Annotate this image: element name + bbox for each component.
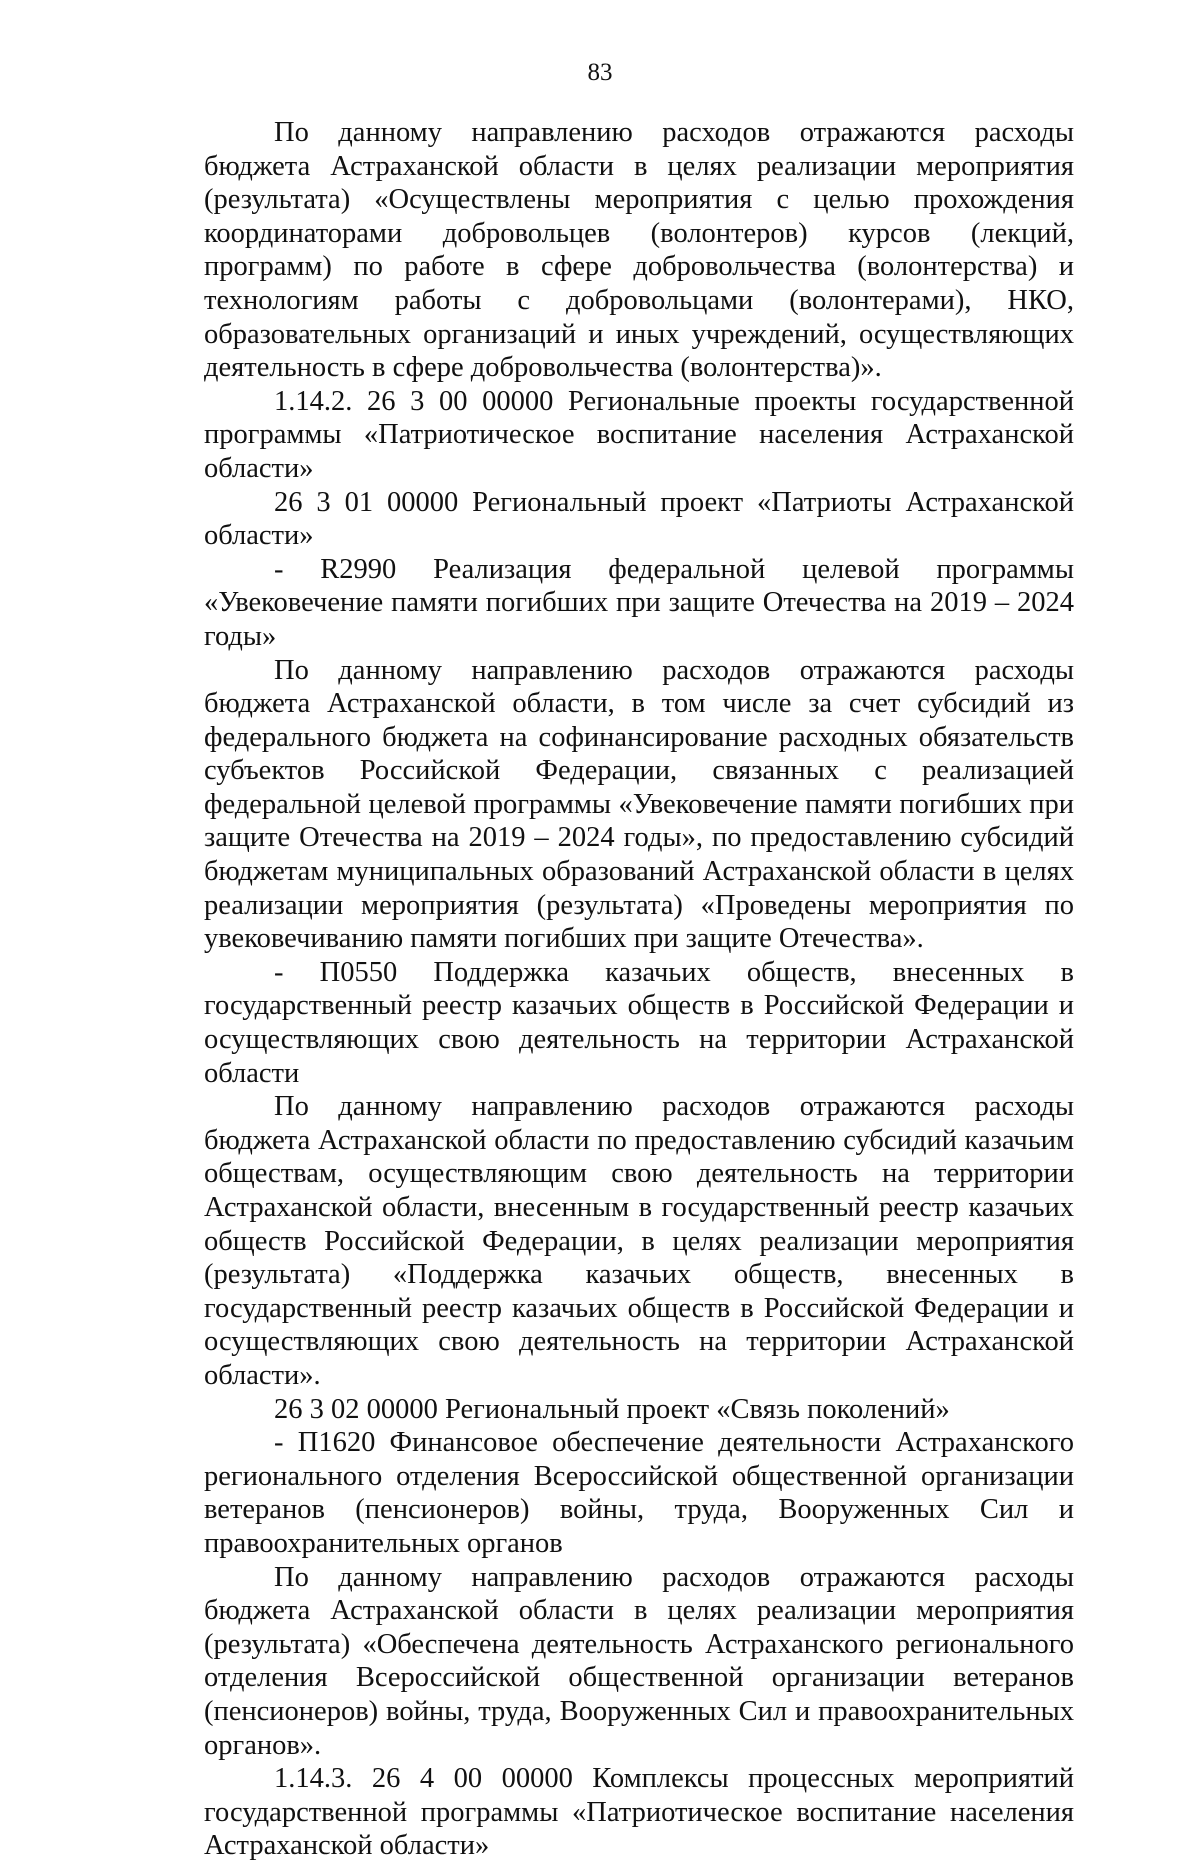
- page-number: 83: [587, 59, 613, 86]
- expense-item: - П0550 Поддержка казачьих обществ, внесенных в государственный реестр казачьих обществ в Российской Федерации и осуществляющих свою деятельность на территории Астраханской области: [204, 956, 1074, 1089]
- section-heading: 1.14.3. 26 4 00 00000 Комплексы процессных мероприятий государственной программы «Патриотическое воспитание населения Астраханской области»: [204, 1763, 1074, 1862]
- paragraph: По данному направлению расходов отражаются расходы бюджета Астраханской области, в том числе за счет субсидий из федерального бюджета на софинансирование расходных обязательств субъектов Российской Федерации, связанных с реализацией федеральной целевой программы «Увековечение памяти погибших при защите Отечества на 2019 – 2024 годы», по предоставлению субсидий бюджетам муниципальных образований Астраханской области в целях реализации мероприятия (результата) «Проведены мероприятия по увековечиванию памяти погибших при защите Отечества».: [204, 654, 1074, 955]
- expense-item: - П1620 Финансовое обеспечение деятельности Астраханского регионального отделения Всероссийской общественной организации ветеранов (пенсионеров) войны, труда, Вооруженных Сил и правоохранительных органов: [204, 1427, 1074, 1559]
- paragraph: По данному направлению расходов отражаются расходы бюджета Астраханской области в целях реализации мероприятия (результата) «Осуществлены мероприятия с целью прохождения координаторами добровольцев (волонтеров) курсов (лекций, программ) по работе в сфере добровольчества (волонтерства) и технологиям работы с добровольцами (волонтерами), НКО, образовательных организаций и иных учреждений, осуществляющих деятельность в сфере добровольчества (волонтерства)».: [204, 117, 1074, 384]
- project-heading: 26 3 01 00000 Региональный проект «Патриоты Астраханской области»: [204, 486, 1074, 552]
- section-heading: 1.14.2. 26 3 00 00000 Региональные проекты государственной программы «Патриотическое воспитание населения Астраханской области»: [204, 385, 1074, 484]
- paragraph: По данному направлению расходов отражаются расходы бюджета Астраханской области по предоставлению субсидий казачьим обществам, осуществляющим свою деятельность на территории Астраханской области, внесенным в государственный реестр казачьих обществ Российской Федерации, в целях реализации мероприятия (результата) «Поддержка казачьих обществ, внесенных в государственный реестр казачьих обществ в Российской Федерации и осуществляющих свою деятельность на территории Астраханской области».: [204, 1091, 1074, 1391]
- expense-item: - R2990 Реализация федеральной целевой программы «Увековечение памяти погибших при защите Отечества на 2019 – 2024 годы»: [204, 553, 1074, 652]
- project-heading: 26 3 02 00000 Региональный проект «Связь поколений»: [274, 1393, 950, 1425]
- document-body: [204, 116, 1074, 1863]
- paragraph: По данному направлению расходов отражаются расходы бюджета Астраханской области в целях реализации мероприятия (результата) «Обеспечена деятельность Астраханского регионального отделения Всероссийской общественной организации ветеранов (пенсионеров) войны, труда, Вооруженных Сил и правоохранительных органов».: [204, 1561, 1074, 1761]
